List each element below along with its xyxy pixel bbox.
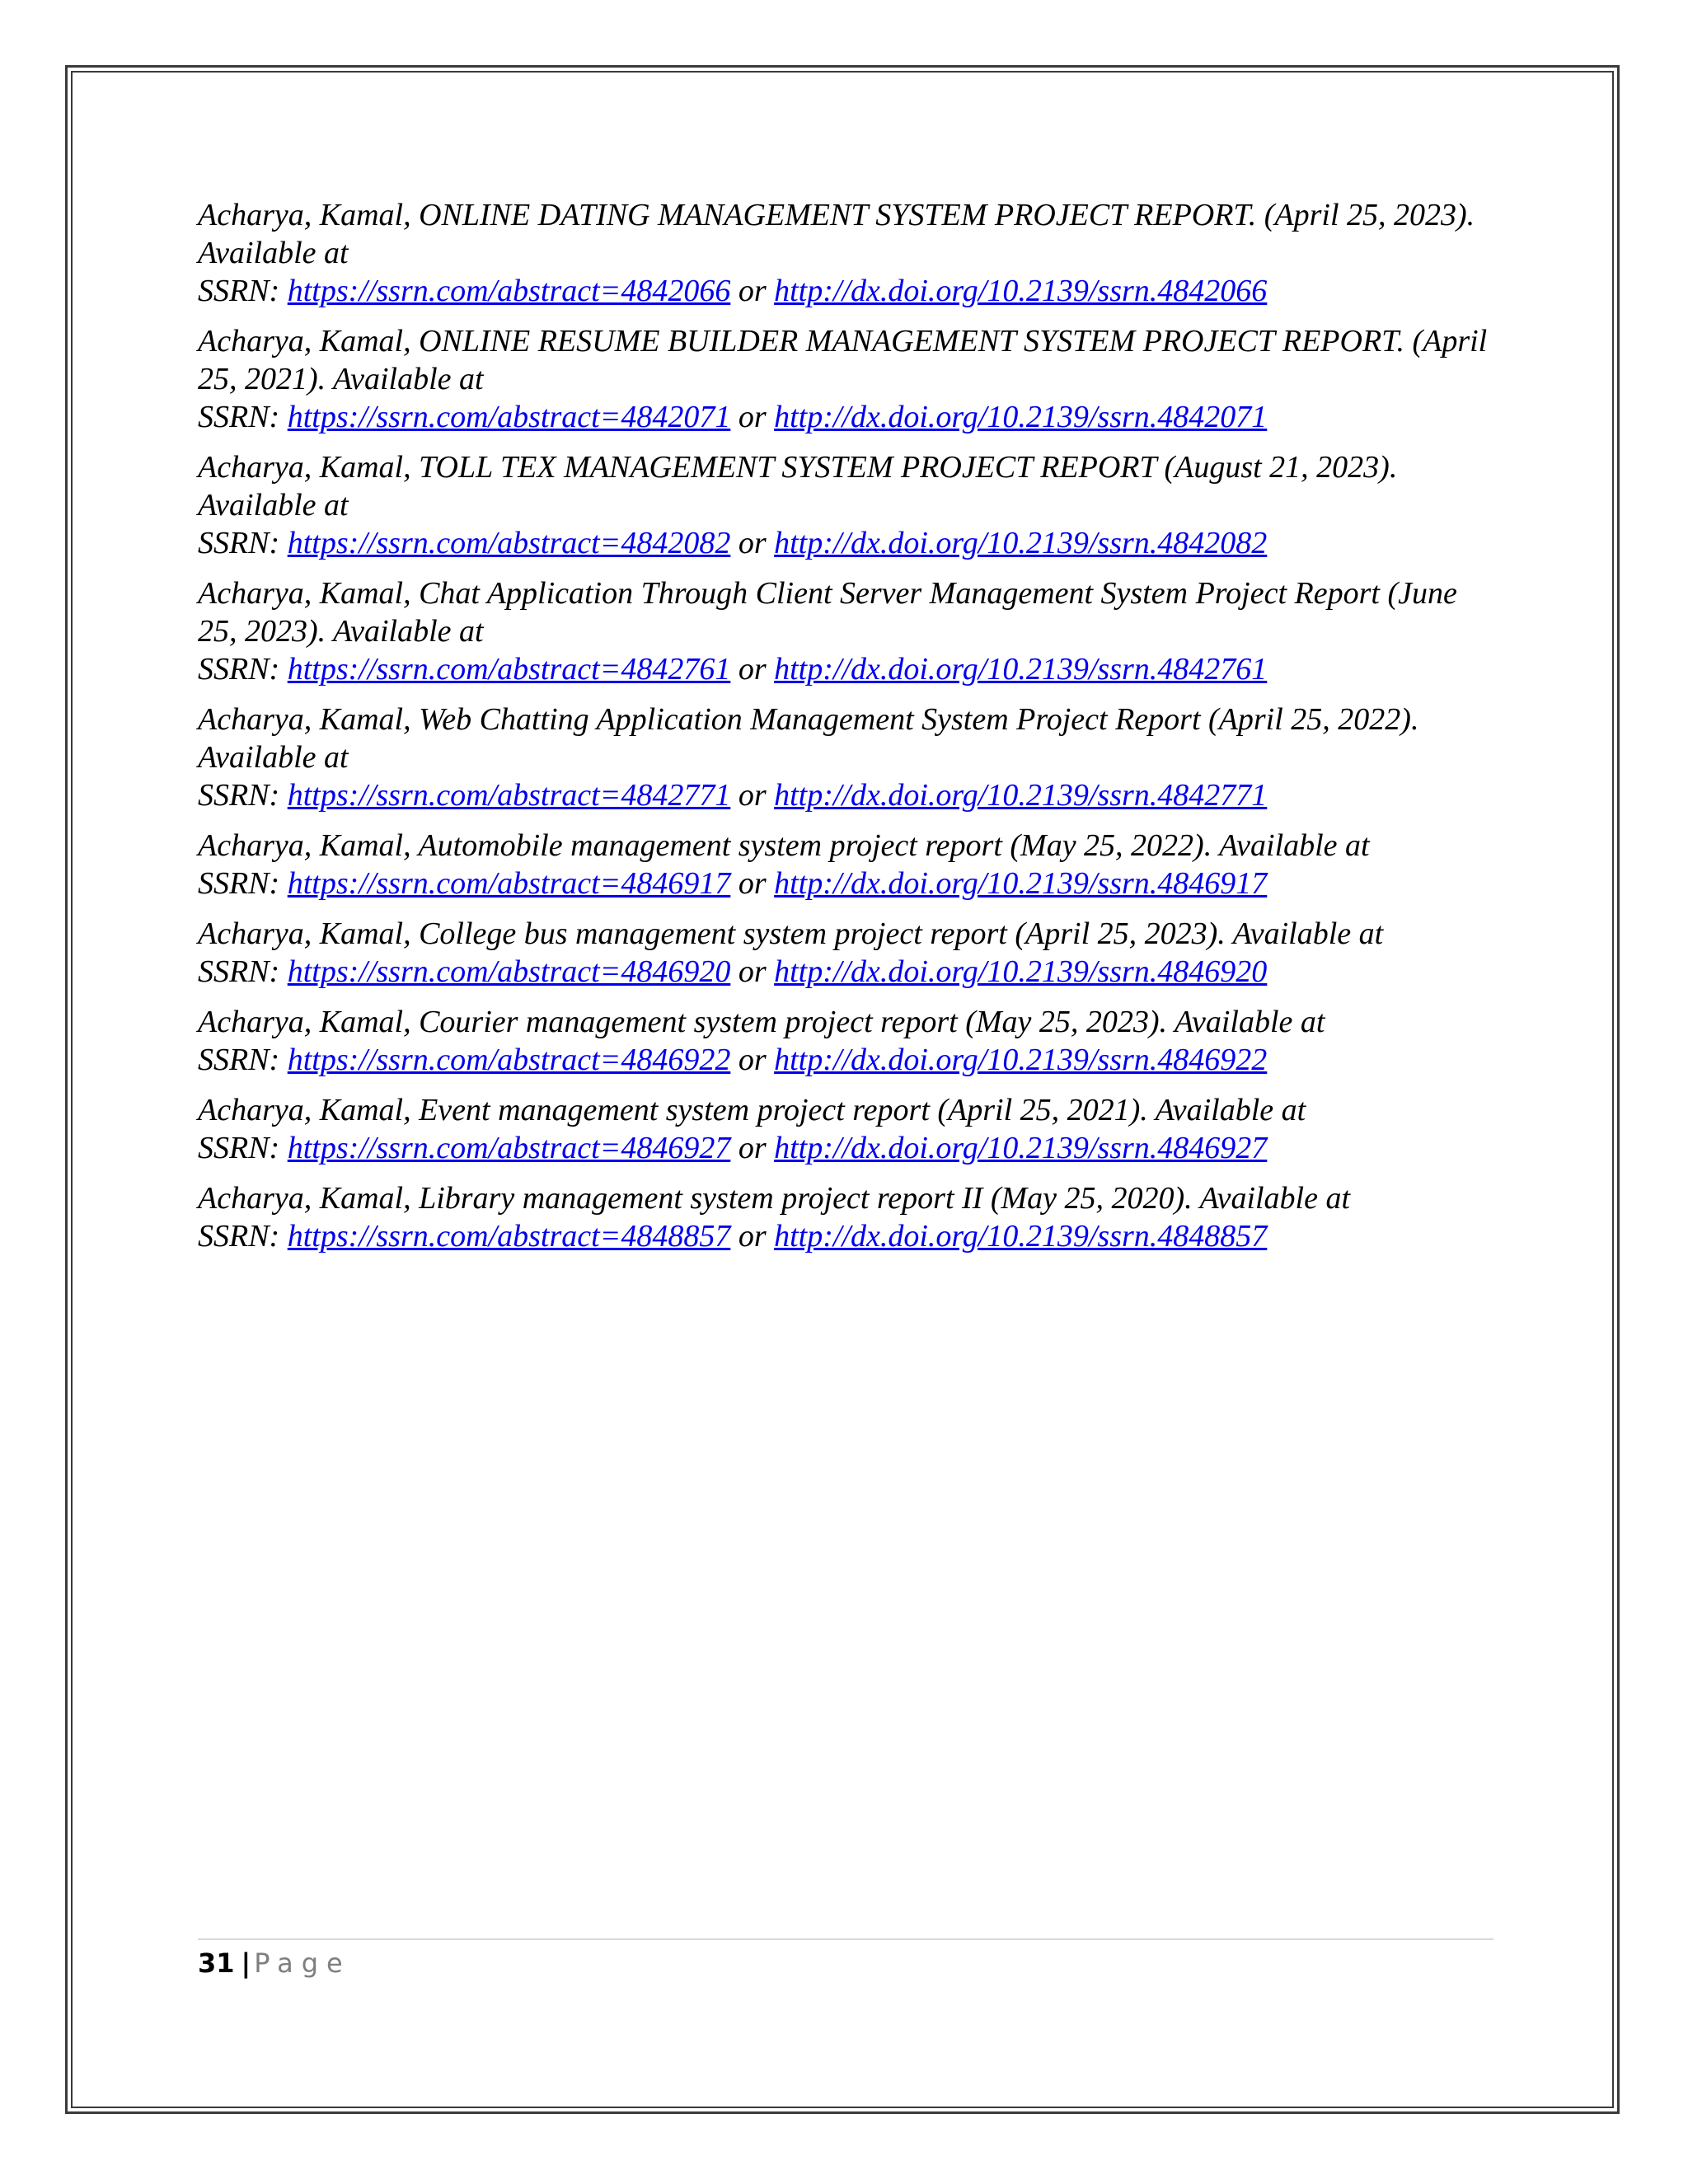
doi-link[interactable]: http://dx.doi.org/10.2139/ssrn.4842761 (774, 652, 1268, 687)
page-number: 31 (198, 1947, 235, 1979)
reference-entry (198, 827, 1500, 902)
or-text: or (738, 274, 767, 308)
doi-link[interactable]: http://dx.doi.org/10.2139/ssrn.4842066 (774, 274, 1268, 308)
or-text: or (738, 1131, 767, 1165)
or-text: or (738, 400, 767, 434)
reference-entry (198, 322, 1500, 436)
ssrn-link[interactable]: https://ssrn.com/abstract=4846917 (287, 866, 731, 901)
ssrn-link[interactable]: https://ssrn.com/abstract=4846922 (287, 1043, 731, 1077)
reference-text: Acharya, Kamal, Chat Application Through Client Server Management System Project Report (June 25, 2023). Available at (198, 576, 1457, 649)
ssrn-link[interactable]: https://ssrn.com/abstract=4842066 (287, 274, 731, 308)
reference-text: Acharya, Kamal, Automobile management system project report (May 25, 2022). Available at (198, 828, 1370, 863)
or-text: or (738, 1043, 767, 1077)
doi-link[interactable]: http://dx.doi.org/10.2139/ssrn.4842771 (774, 778, 1268, 813)
reference-entry (198, 915, 1500, 991)
or-text: or (738, 778, 767, 813)
or-text: or (738, 1219, 767, 1254)
doi-link[interactable]: http://dx.doi.org/10.2139/ssrn.4846922 (774, 1043, 1268, 1077)
reference-entry (198, 1091, 1500, 1167)
ssrn-link[interactable]: https://ssrn.com/abstract=4842082 (287, 526, 731, 560)
reference-entry (198, 1003, 1500, 1079)
or-text: or (738, 652, 767, 687)
ssrn-link[interactable]: https://ssrn.com/abstract=4848857 (287, 1219, 731, 1254)
reference-text: Acharya, Kamal, TOLL TEX MANAGEMENT SYSTEM PROJECT REPORT (August 21, 2023). Available at (198, 450, 1398, 523)
doi-link[interactable]: http://dx.doi.org/10.2139/ssrn.4848857 (774, 1219, 1268, 1254)
or-text: or (738, 866, 767, 901)
reference-text: Acharya, Kamal, College bus management system project report (April 25, 2023). Available at (198, 916, 1384, 951)
page-footer (198, 1947, 351, 1980)
ssrn-label: SSRN: (198, 652, 280, 687)
reference-entry (198, 1179, 1500, 1255)
doi-link[interactable]: http://dx.doi.org/10.2139/ssrn.4846917 (774, 866, 1268, 901)
ssrn-label: SSRN: (198, 274, 280, 308)
page-label: Page (254, 1947, 351, 1979)
doi-link[interactable]: http://dx.doi.org/10.2139/ssrn.4846920 (774, 954, 1268, 989)
footer-separator: | (241, 1947, 251, 1979)
reference-text: Acharya, Kamal, Web Chatting Application Management System Project Report (April 25, 2022). Available at (198, 702, 1419, 775)
ssrn-label: SSRN: (198, 1219, 280, 1254)
doi-link[interactable]: http://dx.doi.org/10.2139/ssrn.4842082 (774, 526, 1268, 560)
reference-list (198, 196, 1500, 1268)
doi-link[interactable]: http://dx.doi.org/10.2139/ssrn.4846927 (774, 1131, 1268, 1165)
or-text: or (738, 526, 767, 560)
ssrn-link[interactable]: https://ssrn.com/abstract=4842771 (287, 778, 731, 813)
reference-text: Acharya, Kamal, Event management system project report (April 25, 2021). Available at (198, 1093, 1306, 1127)
reference-text: Acharya, Kamal, Library management system project report II (May 25, 2020). Available at (198, 1181, 1351, 1216)
reference-entry (198, 574, 1500, 688)
reference-entry (198, 701, 1500, 814)
ssrn-label: SSRN: (198, 778, 280, 813)
reference-text: Acharya, Kamal, ONLINE RESUME BUILDER MANAGEMENT SYSTEM PROJECT REPORT. (April 25, 2021). Available at (198, 324, 1488, 396)
ssrn-label: SSRN: (198, 866, 280, 901)
reference-entry (198, 448, 1500, 562)
ssrn-link[interactable]: https://ssrn.com/abstract=4846927 (287, 1131, 731, 1165)
or-text: or (738, 954, 767, 989)
ssrn-link[interactable]: https://ssrn.com/abstract=4842761 (287, 652, 731, 687)
ssrn-label: SSRN: (198, 1131, 280, 1165)
reference-text: Acharya, Kamal, ONLINE DATING MANAGEMENT SYSTEM PROJECT REPORT. (April 25, 2023). Available at (198, 198, 1475, 270)
ssrn-link[interactable]: https://ssrn.com/abstract=4846920 (287, 954, 731, 989)
ssrn-label: SSRN: (198, 526, 280, 560)
doi-link[interactable]: http://dx.doi.org/10.2139/ssrn.4842071 (774, 400, 1268, 434)
ssrn-label: SSRN: (198, 400, 280, 434)
reference-entry (198, 196, 1500, 310)
ssrn-label: SSRN: (198, 954, 280, 989)
footer-divider (198, 1938, 1493, 1940)
ssrn-label: SSRN: (198, 1043, 280, 1077)
reference-text: Acharya, Kamal, Courier management system project report (May 25, 2023). Available at (198, 1005, 1325, 1039)
ssrn-link[interactable]: https://ssrn.com/abstract=4842071 (287, 400, 731, 434)
